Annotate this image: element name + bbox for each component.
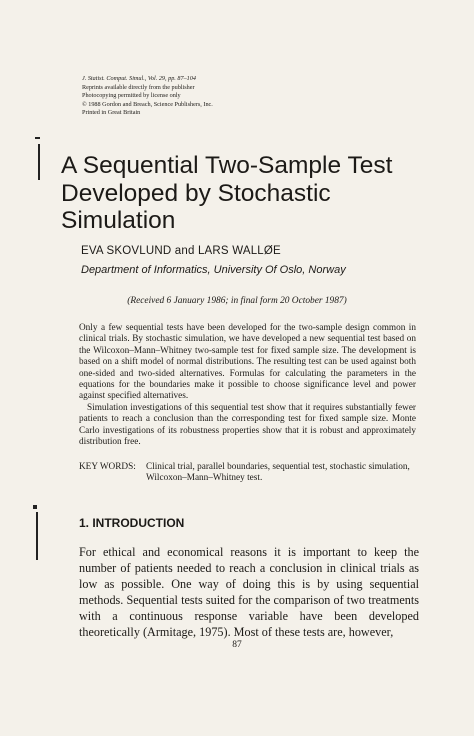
abstract-paragraph-1: Only a few sequential tests have been developed for the two-sample design common in clinical trials. By stochastic simulation, we have developed a new sequential test based on the Wilcoxon–Mann–Whitney two-sample test for fixed sample size. The development is based on a shift model of normal distributions. The resulting test can be used against both one-sided and two-sided alternatives. Formulas for calculating the parameters in the equations for the boundaries make it possible to choose significance level and power against specified alternatives. [79,323,416,402]
introduction-text [79,545,419,640]
section-heading: 1. INTRODUCTION [79,516,185,530]
abstract [79,323,416,448]
affiliation: Department of Informatics, University Of Oslo, Norway [81,264,346,276]
title-line-2: Developed by Stochastic [61,179,331,207]
page-number: 87 [232,640,242,650]
received-dates: (Received 6 January 1986; in final form 20 October 1987) [127,296,347,306]
abstract-paragraph-2: Simulation investigations of this sequential test show that it requires substantially fewer patients to reach a conclusion than the corresponding test for fixed sample size. Monte Carlo investigations of its robustness properties show that it is robust and approximately distribution free. [79,402,416,448]
keywords-text: Clinical trial, parallel boundaries, sequential test, stochastic simulation, Wilcoxon–Mann–Whitney test. [146,462,410,484]
reprints-note: Reprints available directly from the publisher [82,83,195,91]
margin-bar-bottom [36,512,38,560]
paper-title [61,152,392,235]
printed-note: Printed in Great Britain [82,109,141,117]
photocopy-note: Photocopying permitted by license only [82,92,181,100]
margin-tick-top [35,137,40,139]
copyright-note: © 1988 Gordon and Breach, Science Publishers, Inc. [82,100,213,108]
journal-citation: J. Statist. Comput. Simul., Vol. 29, pp. 87–104 [82,75,196,82]
margin-tick-bottom [33,505,37,509]
keywords-label: KEY WORDS: [79,462,136,472]
keywords [79,462,419,485]
margin-bar-top [38,144,40,180]
title-line-3: Simulation [61,207,176,234]
introduction-paragraph: For ethical and economical reasons it is important to keep the number of patients needed to reach a conclusion in clinical trials as low as possible. One way of doing this is by using sequential methods. Sequential tests suited for the comparison of two treatments with a continuous response variable have been developed theoretically (Armitage, 1975). Most of these tests are, however, [79,545,419,639]
title-line-1: A Sequential Two-Sample Test [61,152,393,179]
authors: EVA SKOVLUND and LARS WALLØE [81,245,281,257]
publication-header [82,75,213,118]
